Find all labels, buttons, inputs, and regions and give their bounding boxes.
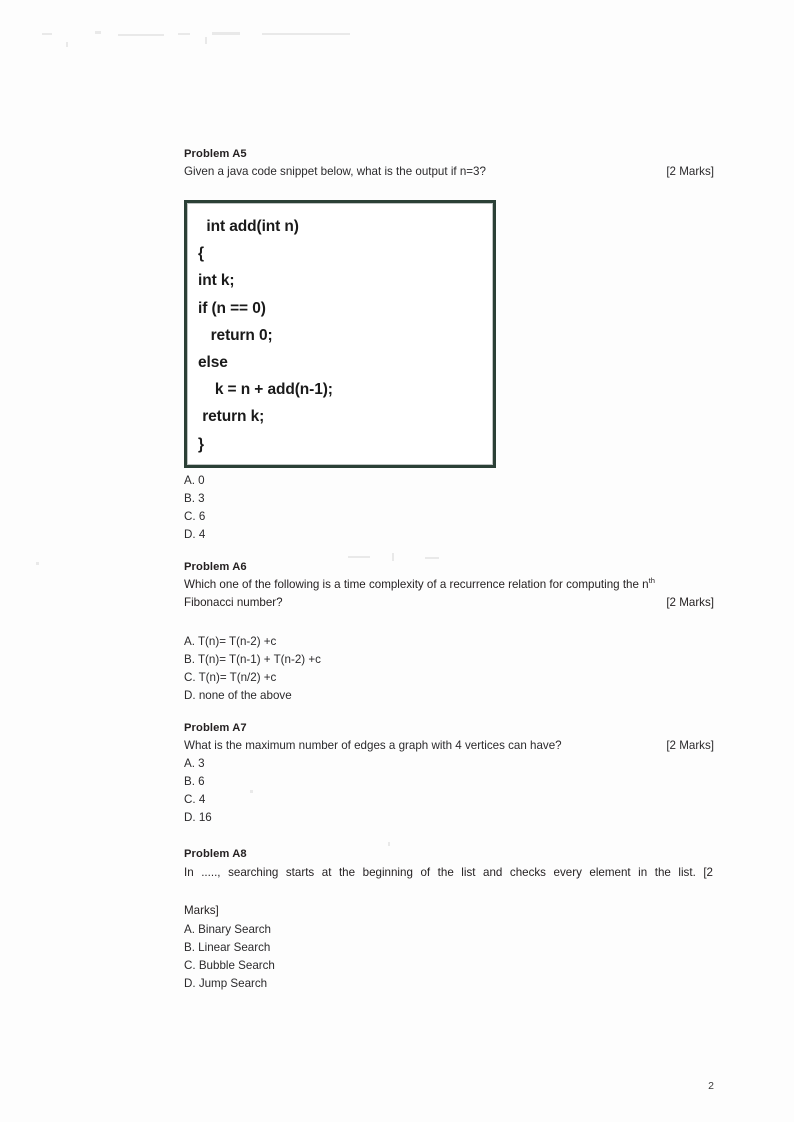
code-snippet-inner [187,203,493,465]
problem-a6-question-line2-row [184,594,714,612]
code-line: { [198,245,204,263]
problem-a8-question-line2: Marks] [184,904,219,917]
problem-a6-options [184,633,504,705]
code-line: int k; [198,272,235,290]
problem-a7-question: What is the maximum number of edges a graph with 4 vertices can have? [184,739,562,752]
option-item[interactable]: B. T(n)= T(n-1) + T(n-2) +c [184,653,321,666]
problem-a6-question-block [184,576,714,612]
code-line: else [198,354,228,372]
problem-a5-options [184,472,484,544]
problem-a8 [184,848,714,993]
scan-artifact [36,562,39,565]
scan-artifact [388,842,390,846]
option-item[interactable]: B. 6 [184,775,205,788]
problem-a6-question-line1 [184,576,714,594]
scan-artifact [348,556,370,558]
option-item[interactable]: D. none of the above [184,689,292,702]
code-line: int add(int n) [198,218,299,235]
option-item[interactable]: C. Bubble Search [184,959,275,972]
problem-a5-question: Given a java code snippet below, what is the output if n=3? [184,165,486,178]
scan-artifact [392,553,394,561]
page-number: 2 [708,1080,714,1092]
problem-a8-title: Problem A8 [184,848,247,860]
scan-artifact [66,42,68,47]
code-line: return k; [198,408,265,426]
problem-a8-options [184,921,714,993]
ordinal-suffix: th [648,576,655,586]
code-snippet-box [184,200,496,468]
problem-a7 [184,722,714,827]
option-item[interactable]: C. 4 [184,793,206,806]
option-item[interactable]: A. Binary Search [184,923,271,936]
problem-a8-question-block [184,863,713,920]
option-item[interactable]: A. 0 [184,474,205,487]
problem-a6-question-text: Which one of the following is a time complexity of a recurrence relation for computing the n [184,578,649,591]
scan-artifact [178,33,190,35]
scan-artifact [262,33,350,35]
option-item[interactable]: B. 3 [184,492,205,505]
code-line: k = n + add(n-1); [198,381,333,399]
option-item[interactable]: D. 4 [184,528,206,541]
scan-artifact [212,32,240,35]
scan-artifact [95,31,101,34]
scan-artifact [205,37,207,44]
code-line: if (n == 0) [198,299,266,317]
scan-artifact [425,557,439,559]
scan-artifact [42,33,52,35]
option-item[interactable]: D. Jump Search [184,977,268,990]
problem-a6-question-text2: Fibonacci number? [184,596,283,609]
scan-artifact [118,34,164,36]
problem-a5-marks: [2 Marks] [666,165,714,178]
problem-a7-question-row [184,737,714,755]
problem-a7-title: Problem A7 [184,722,247,734]
option-item[interactable]: B. Linear Search [184,941,271,954]
problem-a6 [184,561,714,612]
code-line: } [198,435,204,453]
problem-a5-question-row [184,163,714,181]
option-item[interactable]: D. 16 [184,811,212,824]
problem-a6-marks: [2 Marks] [666,596,714,609]
problem-a7-marks: [2 Marks] [666,739,714,752]
problem-a7-options [184,755,714,827]
option-item[interactable]: C. 6 [184,510,206,523]
problem-a5-title: Problem A5 [184,148,247,160]
option-item[interactable]: A. T(n)= T(n-2) +c [184,635,277,648]
code-line: return 0; [198,326,273,344]
option-item[interactable]: A. 3 [184,757,205,770]
problem-a6-title: Problem A6 [184,561,247,573]
problem-a5 [184,148,714,181]
problem-a8-question-line1: In ....., searching starts at the beginning of the list and checks every element in the list. [2 [184,866,713,879]
option-item[interactable]: C. T(n)= T(n/2) +c [184,671,277,684]
